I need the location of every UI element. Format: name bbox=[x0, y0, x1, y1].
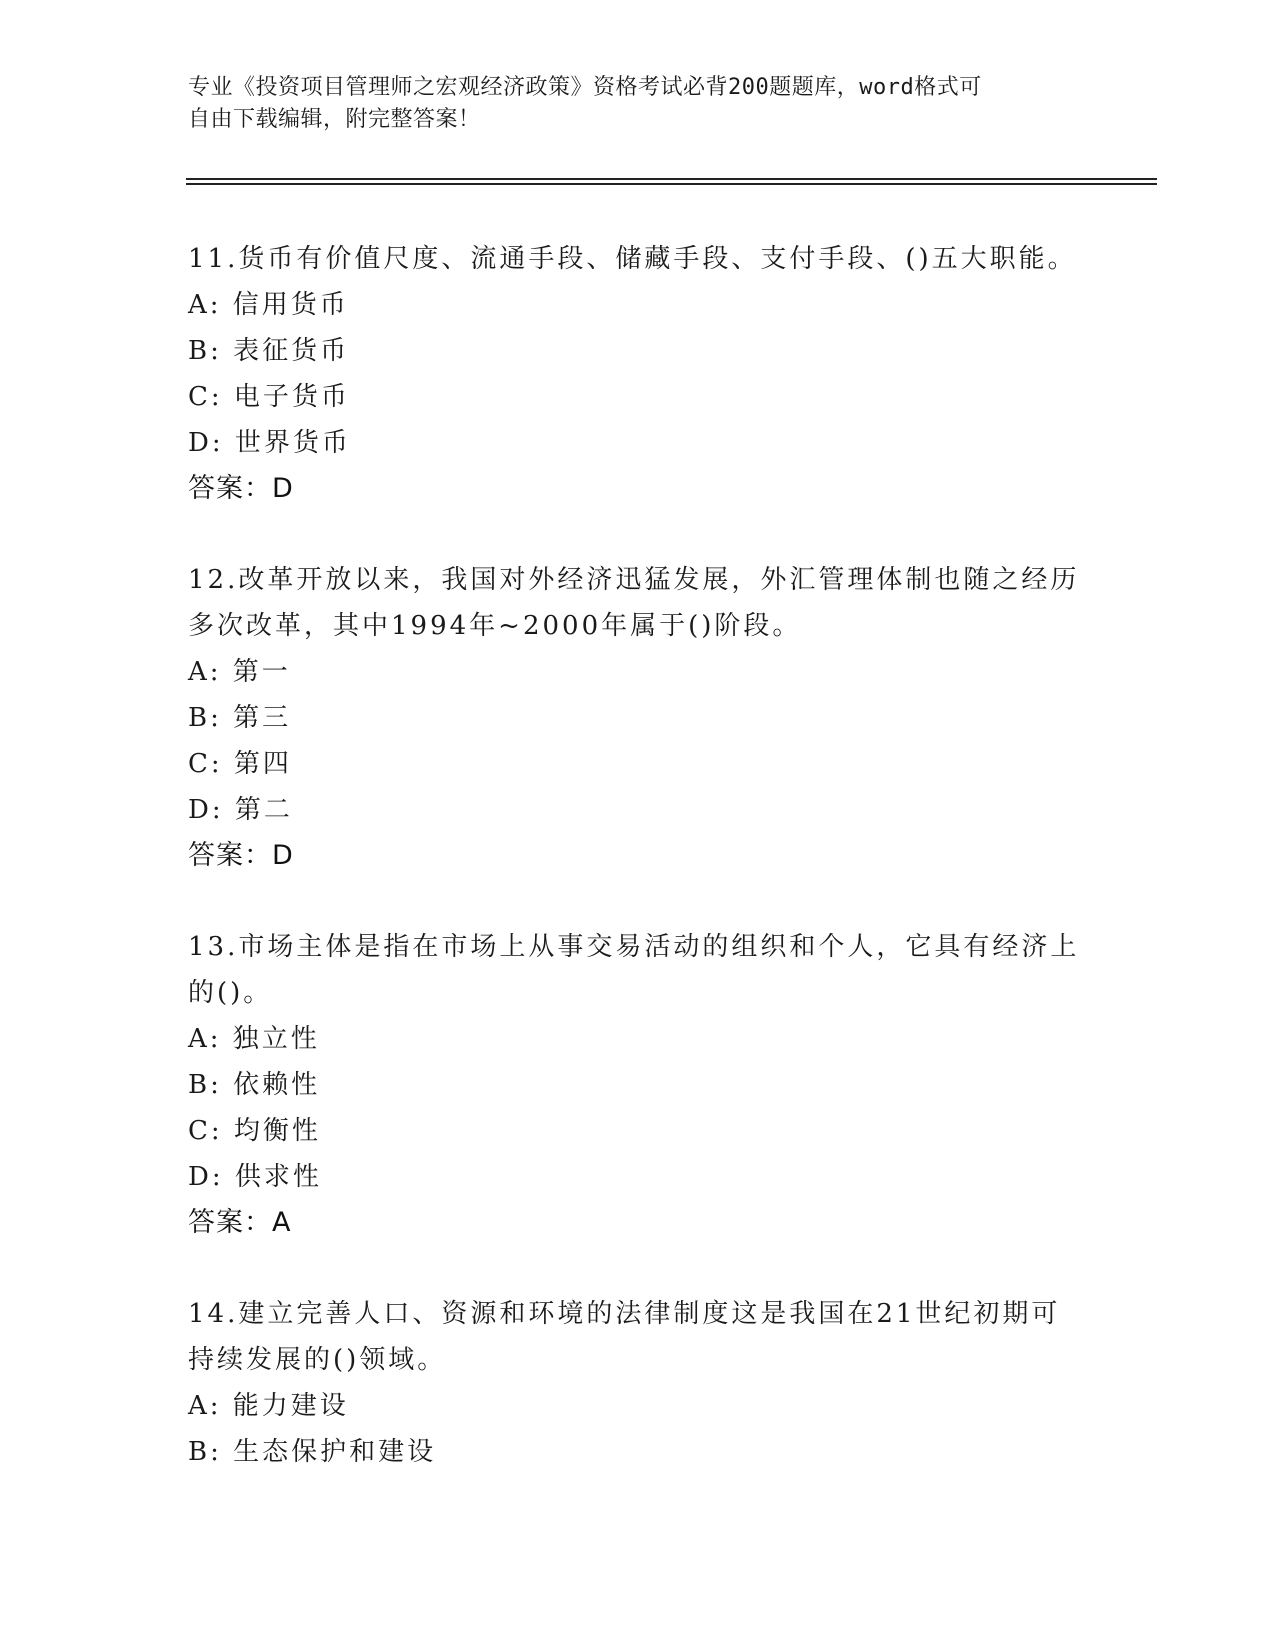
option-b: B: 依赖性 bbox=[188, 1070, 321, 1100]
header-divider-bottom bbox=[186, 183, 1157, 185]
header-line-1: 专业《投资项目管理师之宏观经济政策》资格考试必背200题题库，word格式可 bbox=[188, 75, 982, 100]
answer-line: 答案：D bbox=[188, 473, 294, 504]
option-d: D: 供求性 bbox=[188, 1162, 322, 1192]
question-stem: 12.改革开放以来，我国对外经济迅猛发展，外汇管理体制也随之经历 bbox=[188, 565, 1080, 595]
answer-line: 答案：A bbox=[188, 1207, 292, 1238]
option-b: B: 第三 bbox=[188, 703, 292, 733]
option-d: D: 世界货币 bbox=[188, 428, 351, 458]
question-stem: 14.建立完善人口、资源和环境的法律制度这是我国在21世纪初期可 bbox=[188, 1299, 1061, 1329]
document-header bbox=[188, 72, 1068, 136]
option-c: C: 第四 bbox=[188, 749, 292, 779]
option-a: A: 第一 bbox=[188, 657, 291, 687]
option-b: B: 表征货币 bbox=[188, 336, 350, 366]
option-a: A: 信用货币 bbox=[188, 290, 349, 320]
question-stem: 11.货币有价值尺度、流通手段、储藏手段、支付手段、()五大职能。 bbox=[188, 244, 1077, 274]
question-list bbox=[188, 236, 1088, 1520]
question-stem-continued: 的()。 bbox=[188, 978, 273, 1008]
option-c: C: 均衡性 bbox=[188, 1116, 321, 1146]
header-line-2: 自由下载编辑，附完整答案！ bbox=[188, 107, 481, 132]
question-stem-continued: 多次改革，其中1994年~2000年属于()阶段。 bbox=[188, 611, 802, 641]
option-d: D: 第二 bbox=[188, 795, 293, 825]
question-stem-continued: 持续发展的()领域。 bbox=[188, 1345, 447, 1375]
option-c: C: 电子货币 bbox=[188, 382, 350, 412]
option-a: A: 独立性 bbox=[188, 1024, 320, 1054]
question-stem: 13.市场主体是指在市场上从事交易活动的组织和个人，它具有经济上 bbox=[188, 932, 1080, 962]
answer-line: 答案：D bbox=[188, 840, 294, 871]
option-b: B: 生态保护和建设 bbox=[188, 1437, 437, 1467]
option-a: A: 能力建设 bbox=[188, 1391, 349, 1421]
question-12 bbox=[188, 557, 1088, 879]
question-13 bbox=[188, 924, 1088, 1246]
question-14 bbox=[188, 1291, 1088, 1475]
question-11 bbox=[188, 236, 1088, 512]
header-divider-top bbox=[186, 178, 1157, 180]
